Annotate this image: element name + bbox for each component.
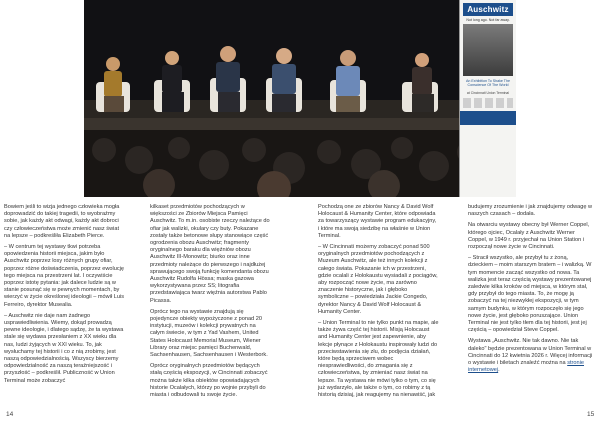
- paragraph: – W Cincinnati możemy zobaczyć ponad 500 oryginalnych przedmiotów pochodzących z Muzeum Auschwitz, ale też innych kolekcji z całego świata. Pokazanie ich w przestrzeni, gdzie ocalali z Holokaustu wysiadali z pociągów, aby rozpocząć nowe życie, ma zarówno znaczenie historyczne, jak i głęboko symboliczne – powiedziała Jackie Congedo, dyrektor Nancy & David Wolf Holocaust & Humanity Center.: [318, 244, 438, 315]
- paragraph: – Union Terminal to nie tylko punkt na mapie, ale także żywa część tej historii. Misją Holocaust and Humanity Center jest zapewnienie, aby lekcje płynące z Holokaustu inspirowały ludzi do przeciwstawienia się złu, do podjęcia działań, które będą sprzeciwem wobec niesprawiedliwości, do zmagania się z człowieczeństwa, by zmieniać nasz świat na lepsze. Ta wystawa nie mówi tylko o tym, co się już wydarzyło, ale także o tym, co robimy z tą historią dzisiaj, jak reagujemy na nienawiść, jak: [318, 320, 439, 399]
- exhibition-poster: [459, 0, 516, 197]
- sponsor-logos: [463, 98, 513, 108]
- text-column-3: [318, 204, 439, 403]
- poster-image: [463, 24, 513, 76]
- paragraph: kilkaset przedmiotów pochodzących w większości ze Zbiorów Miejsca Pamięci Auschwitz. To m.in. osobiste rzeczy należące do ofiar jak walizki, okulary czy buty. Pokazane zostały także betonowe słupy stanowiące część ogrodzenia obozu Auschwitz; fragmenty oryginalnego baraku dla więźniów obozu Auschwitz III-Monowitz; biurko oraz inne przedmioty należące do pierwszego i najdłużej sprawującego swoją funkcję komendanta obozu Auschwitz Rudolfa Hössa; maska gazowa wykorzystywana przez SS; litografia przedstawiająca twarz więźnia autorstwa Pablo Picassa.: [150, 204, 270, 304]
- paragraph: [468, 338, 594, 374]
- page-number-right: 15: [587, 411, 595, 418]
- text-column-4: [468, 204, 594, 378]
- page-number-left: 14: [6, 411, 14, 418]
- panel-discussion-photo: [84, 0, 515, 197]
- poster-subtitle: An Exhibition To Shake The Conscience Of The World: [465, 79, 511, 88]
- poster-footer-band: [460, 111, 516, 125]
- paragraph: – Stracił wszystko, ale przybył tu z żoną, dzieckiem – moim starszym bratem – i walizką. W tym momencie zacząć wszystko od nowa. Ta walizka jest teraz częścią wystawy prezentowanej zaledwie kilka kroków od miejsca, w którym stał, gdy przybył do tego miasta. To, że mogę ją zobaczyć na tej niezwykłej ekspozycji, w tym samym budynku, w którym rozpoczęło się jego nowe życie, jest głęboko poruszające. Union Terminal nie jest tylko tłem dla tej historii, jest jej częścią – opowiedział Steve Coppel.: [468, 255, 592, 334]
- paragraph: Bowiem jeśli to wizja jednego człowieka mogła doprowadzić do takiej tragedii, to wyobraźmy sobie, jak każdy akt odwagi, każdy akt dobroci czy człowieczeństwa może zmienić nasz świat na lepsze – podkreśliła Elizabeth Pierce.: [4, 204, 120, 239]
- poster-tagline: Not long ago. Not far away.: [466, 18, 510, 22]
- poster-venue: at Cincinnati Union Terminal: [466, 90, 510, 95]
- paragraph: Na otwarciu wystawy obecny był Werner Coppel, którego ojciec, Ocalały z Auschwitz Werner Coppel, w 1949 r. przyjechał na Union Station i rozpoczął nowe życie w Cincinnati.: [468, 222, 590, 251]
- paragraph-end: .: [498, 367, 500, 374]
- paragraph: Pochodzą one ze zbiorów Nancy & David Wolf Holocaust & Humanity Center, które odpowiada za towarzyszący wystawie program edukacyjny, i które ma swoją siedzibę na właśnie w Union Terminal.: [318, 204, 437, 239]
- paragraph: Oprócz tego na wystawie znajdują się pojedyncze obiekty wypożyczone z ponad 20 instytucji, muzeów i kolekcji prywatnych na całym świecie, w tym z Yad Vashem, United States Holocaust Memorial Museum, Wiener Library oraz miejsc pamięci Buchenwald, Sachsenhausen, Sachsenhausen i Westerbork.: [150, 308, 268, 359]
- audience: [84, 130, 515, 197]
- website-link[interactable]: stronie internetowej: [468, 360, 584, 374]
- text-column-2: [150, 204, 271, 403]
- paragraph: – Auschwitz nie daje nam żadnego usprawiedliwienia. Wiemy, dokąd prowadzą pewne ideologie, i dlatego sądzę, że ta wystawa stale się wydawa przesłaniem z XX wieku dla nas, ludzi żyjących w XXI wieku. To, jak wysłuchamy tej historii i co z nią zrobimy, jest naszą odpowiedzialnością. Wszyscy bierzemy odpowiedzialność za naszą teraźniejszość i przyszłość – podkreślił. Publiczność w Union Terminal może zobaczyć: [4, 312, 124, 384]
- paragraph: – W centrum tej wystawy tkwi potrzeba opowiedzenia historii miejsca, jakim było Auschwitz poprzez losy różnych grupy ofiar, poprzez różne doświadczenia, poprzez ewolucję tego miejsca na przestrzeni lat. I oczywiście poprzez istotę pytania: jak dalece ludzie są w stanie posunąć się w pewnych momentach, by wierzyć w życie określonej ideologii – mówił Luis Ferreiro, dyrektor Musealia.: [4, 244, 125, 308]
- paragraph: budujemy zrozumienie i jak znajdujemy odwagę w naszych czasach – dodała.: [468, 204, 593, 218]
- stage-scene: [84, 0, 515, 197]
- text-column-1: [4, 204, 125, 389]
- poster-logo: Auschwitz: [463, 3, 513, 16]
- paragraph-text: Wystawa „Auschwitz. Nie tak dawno. Nie tak daleko" będzie prezentowana w Union Terminal w Cincinnati do 12 kwietnia 2026 r. Więcej informacji o wystawie i biletach znaleźć można na: [468, 338, 593, 367]
- paragraph: Oprócz oryginalnych przedmiotów będących stałą częścią ekspozycji, w Cincinnati zobaczyć można także kilka obiektów opowiadających historie Ocalałych, którzy po wojnie przybyli do miasta i odbudowali tu swoje życie.: [150, 363, 268, 399]
